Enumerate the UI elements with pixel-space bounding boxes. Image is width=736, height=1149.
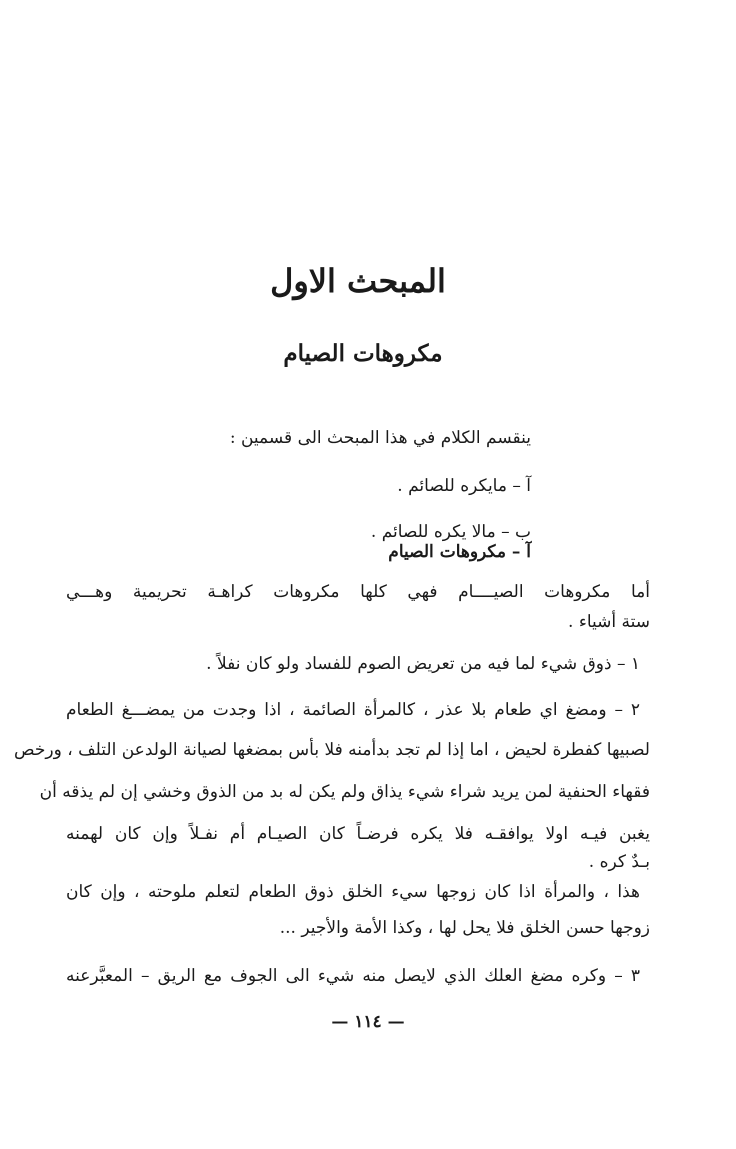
paragraph-line: ستة أشياء . — [568, 612, 650, 632]
paragraph-line: بـدٌ كره . — [588, 852, 650, 872]
paragraph-line: أما مكروهات الصيــــام فهي كلها مكروهات كراهـة تحريمية وهـــي — [66, 582, 650, 602]
paragraph-line: زوجها حسن الخلق فلا يحل لها ، وكذا الأمة والأجير ... — [279, 918, 650, 938]
item-1: ١ – ذوق شيء لما فيه من تعريض الصوم للفساد ولو كان نفلاً . — [206, 654, 640, 674]
paragraph-line: يغبن فيـه اولا يوافقـه فلا يكره فرضـاً كان الصيـام أم نفـلاً وإن كان لهمنه — [66, 824, 650, 844]
paragraph-line: فقهاء الحنفية لمن يريد شراء شيء يذاق ولم يكن له بد من الذوق وخشي إن لم يذقه أن — [39, 782, 650, 802]
paragraph-line: هذا ، والمرأة اذا كان زوجها سيء الخلق ذوق الطعام لتعلم ملوحته ، وإن كان — [66, 882, 640, 902]
paragraph-line: لصبيها كفطرة لحيض ، اما إذا لم تجد بدأمنه فلا بأس بمضغها لصيانة الولدعن التلف ، ورخص — [14, 740, 650, 760]
page-number: — ١١٤ — — [331, 1012, 405, 1032]
list-item-a: آ – مايكره للصائم . — [397, 476, 531, 496]
item-3-line: ٣ – وكره مضغ العلك الذي لايصل منه شيء الى الجوف مع الريق – المعبَّرعنه — [66, 966, 640, 986]
list-item-b: ب – مالا يكره للصائم . — [370, 522, 531, 542]
item-2-line: ٢ – ومضغ اي طعام بلا عذر ، كالمرأة الصائمة ، اذا وجدت من يمضـــغ الطعام — [66, 700, 640, 720]
section-title: مكروهات الصيام — [283, 340, 443, 367]
subheading-a: آ – مكروهات الصيام — [388, 542, 531, 562]
intro-line: ينقسم الكلام في هذا المبحث الى قسمين : — [229, 428, 531, 448]
chapter-title: المبحث الاول — [270, 262, 446, 300]
